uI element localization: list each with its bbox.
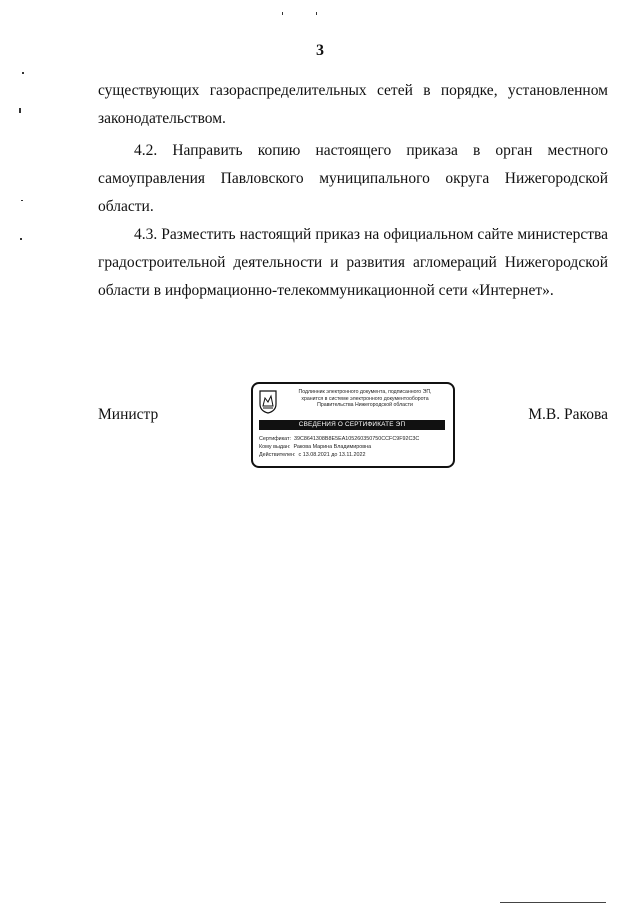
coat-of-arms-icon xyxy=(259,390,277,414)
paragraph-line: области. xyxy=(98,198,154,215)
paragraph-line: законодательством. xyxy=(98,110,226,127)
signatory-title: Министр xyxy=(98,406,159,423)
paragraph-line: области в информационно-телекоммуникационной сети «Интернет». xyxy=(98,282,554,299)
paragraph-continuation xyxy=(98,77,608,133)
scan-edge-line xyxy=(500,902,606,903)
paragraph-line: существующих газораспределительных сетей в порядке, установленном xyxy=(98,82,608,99)
stamp-header xyxy=(281,389,449,409)
certificate-value: Ракова Марина Владимировна xyxy=(293,444,372,450)
scan-speck xyxy=(20,238,22,240)
certificate-row xyxy=(259,451,449,459)
stamp-header-line: Правительства Нижегородской области xyxy=(317,402,413,409)
paragraph-4-2 xyxy=(98,137,608,221)
page-number: 3 xyxy=(316,42,324,59)
certificate-label: Кому выдан: xyxy=(259,444,291,450)
electronic-signature-stamp xyxy=(251,382,455,468)
certificate-label: Действителен: xyxy=(259,452,296,458)
stamp-header-line: Подлинник электронного документа, подписанного ЭП, xyxy=(298,389,432,395)
scan-speck xyxy=(316,12,317,15)
paragraph-4-3 xyxy=(98,221,608,305)
certificate-row xyxy=(259,443,449,451)
paragraph-line: 4.3. Разместить настоящий приказ на официальном сайте министерства xyxy=(134,226,608,243)
paragraph-line: градостроительной деятельности и развития агломераций Нижегородской xyxy=(98,254,608,271)
scan-speck xyxy=(22,72,24,74)
signatory-name: М.В. Ракова xyxy=(528,406,608,423)
paragraph-line: 4.2. Направить копию настоящего приказа в орган местного xyxy=(134,142,608,159)
certificate-row xyxy=(259,435,449,443)
certificate-label: Сертификат: xyxy=(259,436,292,442)
scan-speck xyxy=(19,108,21,113)
certificate-value: с 13.08.2021 до 13.11.2022 xyxy=(298,452,366,458)
paragraph-line: самоуправления Павловского муниципального округа Нижегородской xyxy=(98,170,608,187)
scan-speck xyxy=(282,12,283,15)
certificate-details xyxy=(259,435,449,459)
scan-speck xyxy=(21,200,23,201)
certificate-info-bar: СВЕДЕНИЯ О СЕРТИФИКАТЕ ЭП xyxy=(259,420,445,430)
stamp-header-line: хранится в системе электронного документооборота xyxy=(301,395,429,402)
certificate-value: 39C8641308B8E5EA105260350750CCFC9F92C3C xyxy=(294,436,420,442)
